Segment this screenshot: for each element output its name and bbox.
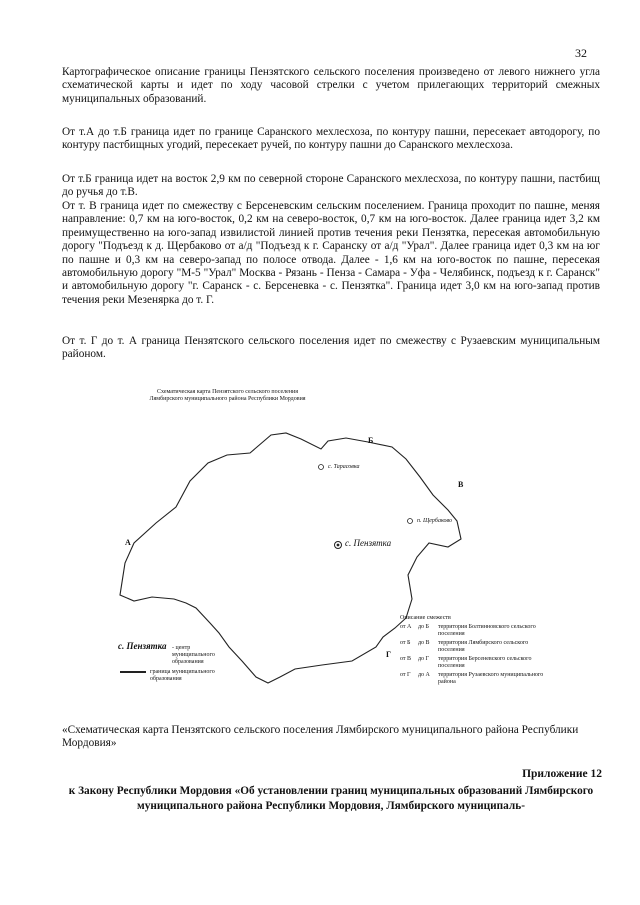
adjacency-row [400,656,555,672]
legend-center-desc: - центр муниципального образования [172,645,215,665]
main-settlement-dot [337,544,340,547]
schematic-map [90,385,560,705]
village1-marker [319,465,324,470]
adjacency-desc: территория Рузаевского муниципального района [438,672,544,685]
adjacency-from: от Б [400,640,411,646]
adjacency-desc: территория Болтинновского сельского поселения [438,624,536,637]
point-label-a: А [125,538,131,547]
adjacency-title: Описание смежеств [400,615,451,621]
adjacency-row [400,672,555,688]
adjacency-to: до Г [418,656,430,662]
paragraph-g-a: От т. Г до т. А граница Пензятского сельского поселения идет по смежеству с Рузаевским муниципальным районом. [62,335,600,361]
adjacency-table [400,615,555,688]
map-title: Схематическая карта Пензятского сельского поселения Лямбирского муниципального района Республики Мордовия [149,389,306,402]
legend-center-label: с. Пензятка [118,641,167,651]
adjacency-to: до В [418,640,430,646]
adjacency-desc: территория Берсеневского сельского поселения [438,656,532,669]
appendix-title: Приложение 12 [522,768,602,780]
map-caption: «Схематическая карта Пензятского сельского поселения Лямбирского муниципального района Республики Мордовия» [62,724,579,750]
page-number: 32 [575,46,587,60]
paragraph-v-g: От т. В граница идет по смежеству с Берсеневским сельским поселением. Граница проходит по пашне, меняя направление: 0,7 км на юго-восток, 0,2 км на северо-восток, 0,7 км на юго-восток. Далее граница идет 3,2 км преимущественно на юго-запад извилистой линией против течения реки Пензятка, пересекая автомобильную дорогу "Подъезд к д. Щербаково от а/д "Подъезд к г. Саранску от а/д "Урал". Далее граница идет 0,3 км на юг по пашне и 0,3 км на северо-запад по полосе отвода. Далее - 1,6 км на юго-восток по пашне, пересекая автомобильную дорогу "М-5 "Урал" Москва - Рязань - Пенза - Самара - Уфа - Челябинск, подъезд к г. Саранск" и автомобильную дорогу "г. Саранск - с. Берсеневка - с. Пензятка". Граница идет 3,0 км на юго-запад против течения реки Мезенярка до т. Г. [62,200,600,306]
adjacency-from: от А [400,624,412,630]
point-label-g: Г [386,650,392,659]
adjacency-row [400,624,555,640]
paragraph-a-b: От т.А до т.Б граница идет по границе Саранского мехлесхоза, по контуру пашни, пересекает автодорогу, по контуру пастбищных угодий, пересекает ручей, по контуру пашни до Саранского мехлесхоза. [62,126,600,152]
village1-label: с. Тарасовка [328,464,360,470]
paragraph-b-v: От т.Б граница идет на восток 2,9 км по северной стороне Саранского мехлесхоза, по контуру пашни, пастбищ до ручья до т.В. [62,173,600,199]
adjacency-row [400,640,555,656]
adjacency-from: от Г [400,672,411,678]
legend-boundary-desc: граница муниципального образования [150,669,215,682]
paragraph-intro: Картографическое описание границы Пензятского сельского поселения произведено от левого нижнего угла схематической карты и идет по ходу часовой стрелки с учетом прилегающих территорий смежных муниципальных образований. [62,66,600,105]
village2-marker [408,519,413,524]
appendix-law-title: к Закону Республики Мордовия «Об установлении границ муниципальных образований Лямбирского муниципального района Республики Мордовия, Лямбирского муниципаль- [68,785,594,812]
main-settlement-label: с. Пензятка [345,538,392,548]
point-label-b: Б [368,436,374,445]
village2-label: п. Щербаково [417,518,453,524]
adjacency-to: до Б [418,624,429,630]
adjacency-desc: территория Лямбирского сельского поселения [438,640,529,653]
adjacency-to: до А [418,672,430,678]
adjacency-from: от В [400,656,412,662]
point-label-v: В [458,480,464,489]
